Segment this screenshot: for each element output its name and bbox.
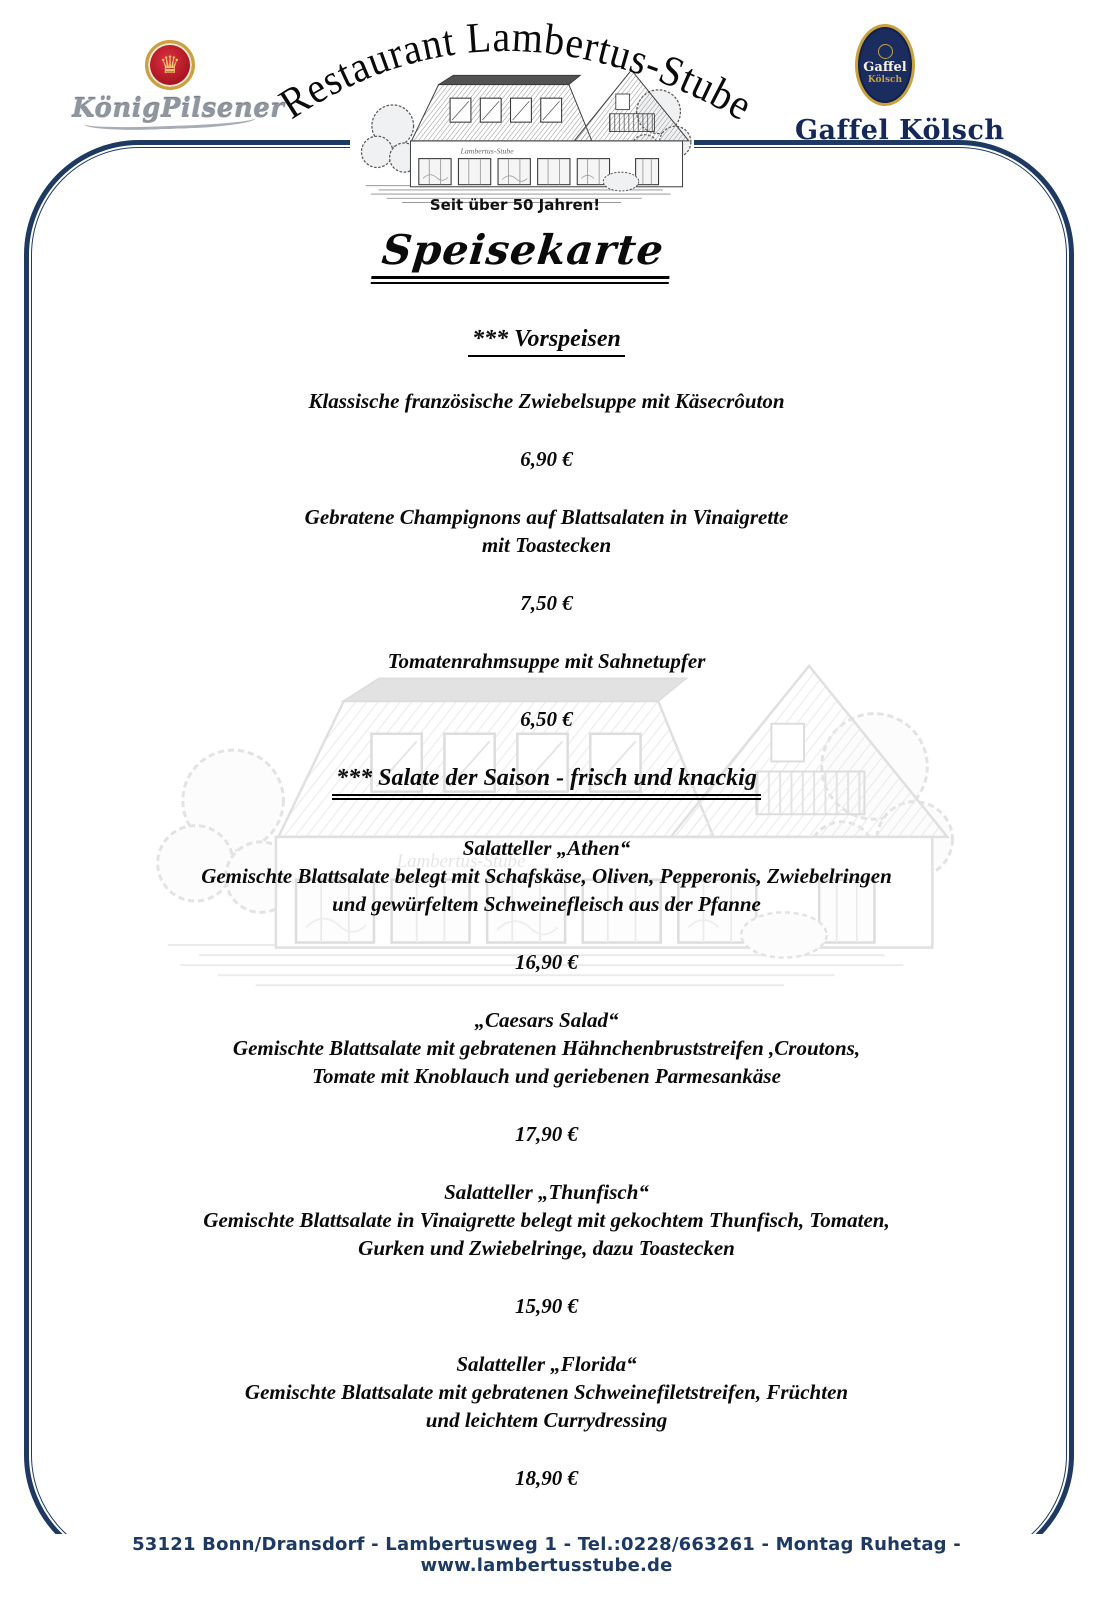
koenig-badge-icon bbox=[145, 40, 195, 90]
menu-item-text: Salatteller „Florida“ Gemischte Blattsalate mit gebratenen Schweinefiletstreifen, Früchten und leichtem Currydressing bbox=[244, 1352, 849, 1432]
menu-item-text: Tomatenrahmsuppe mit Sahnetupfer bbox=[387, 649, 706, 673]
gaffel-wordmark: Gaffel Kölsch bbox=[795, 115, 1005, 146]
menu-item-text: Salatteller „Athen“ Gemischte Blattsalate belegt mit Schafskäse, Oliven, Pepperonis, Zwiebelringen und gewürfeltem Schweinefleisch aus der Pfanne bbox=[201, 836, 892, 916]
menu-item-price: 17,90 € bbox=[515, 1122, 578, 1146]
menu-item-text: Gebratene Champignons auf Blattsalaten in Vinaigrette mit Toastecken bbox=[304, 505, 789, 557]
menu-item-text: Salatteller „Thunfisch“ Gemischte Blattsalate in Vinaigrette belegt mit gekochtem Thunfisch, Tomaten, Gurken und Zwiebelringe, dazu Toastecken bbox=[203, 1180, 890, 1260]
gaffel-emblem-icon bbox=[878, 44, 893, 59]
menu-section bbox=[70, 324, 1023, 733]
menu-item-text: Klassische französische Zwiebelsuppe mit Käsecrôuton bbox=[308, 389, 785, 413]
tagline: Seit über 50 Jahren! bbox=[429, 196, 601, 214]
menu-item-price: 16,90 € bbox=[515, 950, 578, 974]
menu-item-price: 15,90 € bbox=[515, 1294, 578, 1318]
koenig-wordmark: KönigPilsener bbox=[72, 94, 285, 124]
restaurant-name: Restaurant Lambertus-Stube bbox=[271, 13, 762, 131]
menu-item-price: 6,90 € bbox=[520, 447, 573, 471]
section-heading: *** Salate der Saison - frisch und knackig bbox=[70, 763, 1023, 796]
menu-sections bbox=[70, 324, 1023, 1522]
footer-address: 53121 Bonn/Dransdorf - Lambertusweg 1 - Tel.:0228/663261 - Montag Ruhetag - www.lambertusstube.de bbox=[0, 1534, 1093, 1576]
gaffel-koelsch-logo bbox=[795, 24, 1005, 146]
footer bbox=[0, 1534, 1093, 1576]
section-heading: *** Vorspeisen bbox=[70, 324, 1023, 357]
menu-section bbox=[70, 763, 1023, 1492]
menu-item-price: 18,90 € bbox=[515, 1466, 578, 1490]
page-title: Speisekarte bbox=[371, 226, 674, 279]
gaffel-badge-text: Gaffel bbox=[863, 60, 907, 76]
menu-item-price: 7,50 € bbox=[520, 591, 573, 615]
menu-title-wrap bbox=[0, 226, 1046, 279]
gaffel-badge-icon bbox=[855, 24, 915, 106]
arc-restaurant-title bbox=[225, 0, 805, 215]
svg-text:Restaurant Lambertus-Stube bbox=[272, 14, 760, 130]
menu-item-text: „Caesars Salad“ Gemischte Blattsalate mit gebratenen Hähnchenbruststreifen ,Croutons, Tomate mit Knoblauch und geriebenen Parmesankäse bbox=[232, 1008, 861, 1088]
gaffel-badge-subtext: Kölsch bbox=[867, 74, 903, 85]
menu-item-price: 6,50 € bbox=[520, 707, 573, 731]
crown-icon: ♛ bbox=[159, 51, 181, 79]
